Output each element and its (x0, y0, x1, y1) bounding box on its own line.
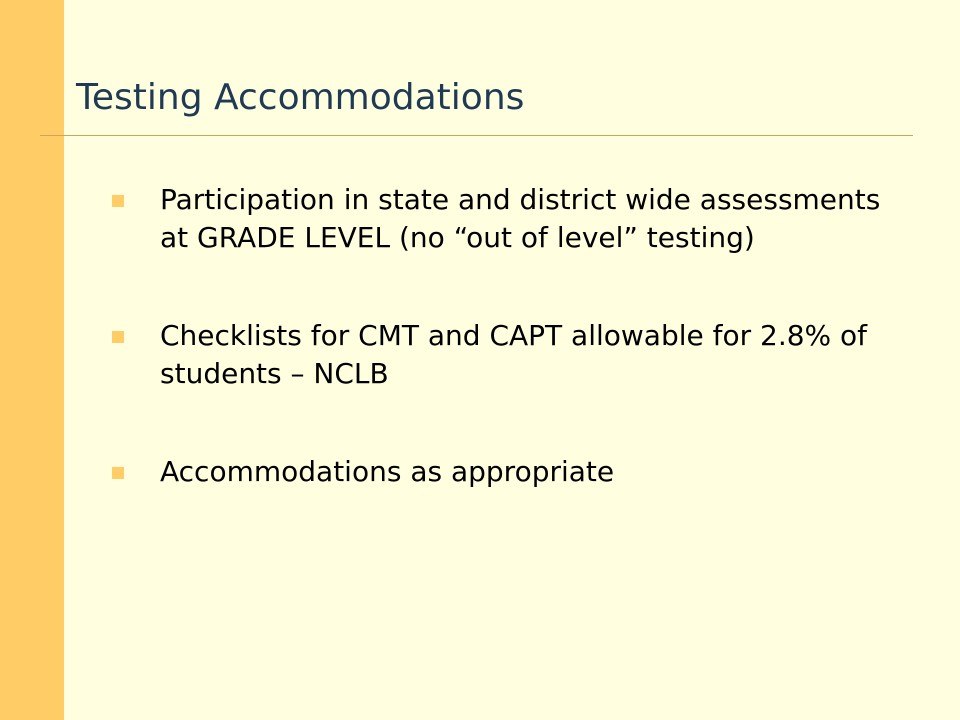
square-bullet-icon (112, 467, 124, 479)
bullet-text: Participation in state and district wide assessments at GRADE LEVEL (no “out of level” testing) (160, 183, 881, 254)
bullet-list (112, 181, 882, 551)
bullet-item (112, 453, 882, 491)
bullet-item (112, 181, 882, 257)
square-bullet-icon (112, 195, 124, 207)
side-accent-band (0, 0, 64, 720)
title-divider (40, 135, 913, 136)
square-bullet-icon (112, 331, 124, 343)
bullet-text: Checklists for CMT and CAPT allowable for 2.8% of students – NCLB (160, 319, 868, 390)
slide-title: Testing Accommodations (76, 77, 525, 118)
bullet-item (112, 317, 882, 393)
bullet-text: Accommodations as appropriate (160, 455, 615, 488)
